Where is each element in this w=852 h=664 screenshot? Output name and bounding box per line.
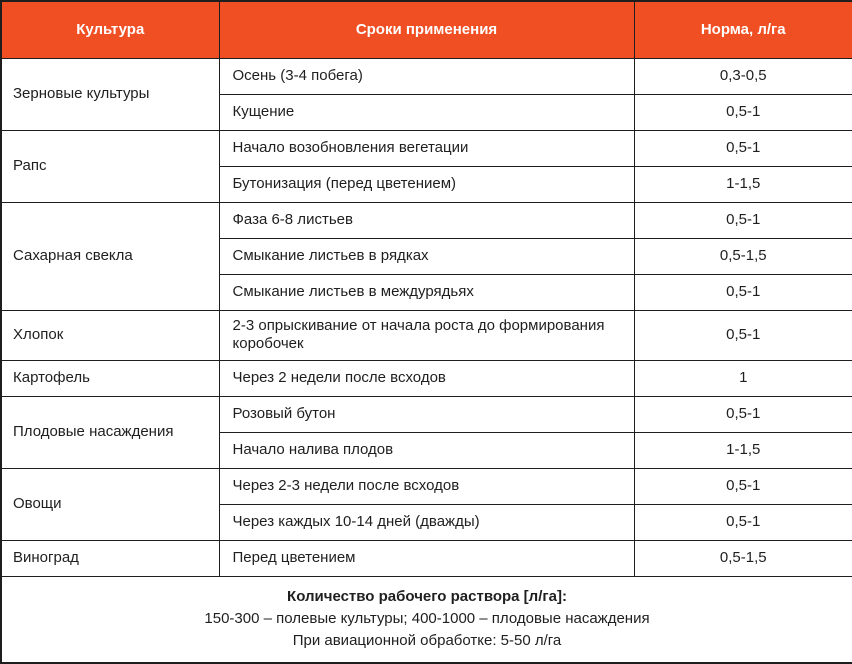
rate-cell: 0,5-1	[634, 94, 852, 130]
stage-cell: Бутонизация (перед цветением)	[219, 166, 634, 202]
header-rate: Норма, л/га	[634, 1, 852, 58]
header-culture: Культура	[1, 1, 219, 58]
rate-cell: 0,5-1	[634, 202, 852, 238]
stage-cell: Смыкание листьев в междурядьях	[219, 274, 634, 310]
stage-cell: Через 2 недели после всходов	[219, 361, 634, 397]
stage-cell: Кущение	[219, 94, 634, 130]
culture-cell: Плодовые насаждения	[1, 397, 219, 469]
stage-cell: Розовый бутон	[219, 397, 634, 433]
rate-cell: 0,3-0,5	[634, 58, 852, 94]
footer-row	[1, 577, 852, 664]
footer-title: Количество рабочего раствора [л/га]:	[287, 588, 567, 605]
table-header	[1, 1, 852, 58]
stage-cell: Смыкание листьев в рядках	[219, 238, 634, 274]
culture-cell: Зерновые культуры	[1, 58, 219, 130]
rate-cell: 0,5-1	[634, 310, 852, 361]
footer-line-1: 150-300 – полевые культуры; 400-1000 – плодовые насаждения	[204, 610, 650, 627]
table-row	[1, 541, 852, 577]
rate-cell: 0,5-1,5	[634, 238, 852, 274]
culture-cell: Хлопок	[1, 310, 219, 361]
table-footer	[1, 577, 852, 664]
rate-cell: 0,5-1	[634, 505, 852, 541]
culture-cell: Виноград	[1, 541, 219, 577]
table-body	[1, 58, 852, 577]
table-row	[1, 58, 852, 94]
header-row	[1, 1, 852, 58]
table-row	[1, 361, 852, 397]
stage-cell: Начало налива плодов	[219, 433, 634, 469]
table-row	[1, 397, 852, 433]
footer-line-2: При авиационной обработке: 5-50 л/га	[292, 632, 562, 649]
rate-cell: 0,5-1	[634, 130, 852, 166]
stage-cell: 2-3 опрыскивание от начала роста до формирования коробочек	[219, 310, 634, 361]
culture-cell: Сахарная свекла	[1, 202, 219, 310]
table-row	[1, 469, 852, 505]
table-row	[1, 310, 852, 361]
stage-cell: Начало возобновления вегетации	[219, 130, 634, 166]
header-timing: Сроки применения	[219, 1, 634, 58]
table-row	[1, 130, 852, 166]
table-row	[1, 202, 852, 238]
rate-cell: 0,5-1,5	[634, 541, 852, 577]
culture-cell: Картофель	[1, 361, 219, 397]
rate-cell: 1-1,5	[634, 166, 852, 202]
rate-cell: 0,5-1	[634, 469, 852, 505]
rate-cell: 0,5-1	[634, 274, 852, 310]
rate-cell: 1	[634, 361, 852, 397]
stage-cell: Через 2-3 недели после всходов	[219, 469, 634, 505]
culture-cell: Овощи	[1, 469, 219, 541]
stage-cell: Фаза 6-8 листьев	[219, 202, 634, 238]
rate-cell: 0,5-1	[634, 397, 852, 433]
culture-cell: Рапс	[1, 130, 219, 202]
stage-cell: Перед цветением	[219, 541, 634, 577]
stage-cell: Осень (3-4 побега)	[219, 58, 634, 94]
rate-cell: 1-1,5	[634, 433, 852, 469]
stage-cell: Через каждых 10-14 дней (дважды)	[219, 505, 634, 541]
footer-cell	[1, 577, 852, 664]
